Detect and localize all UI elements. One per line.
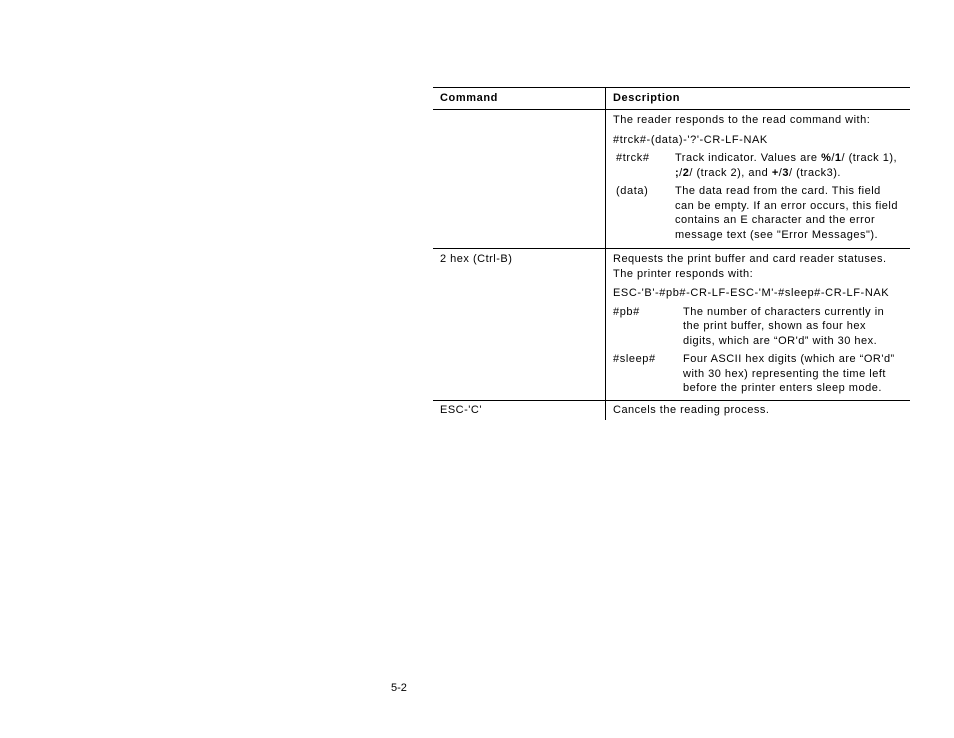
definition-term: #pb#	[613, 305, 640, 318]
description-cell: Cancels the reading process.	[613, 403, 770, 416]
definition-term: #sleep#	[613, 353, 656, 365]
description-cell	[606, 249, 910, 400]
description-intro: The reader responds to the read command with:	[613, 114, 871, 126]
command-cell: 2 hex (Ctrl-B)	[433, 249, 606, 400]
header-description: Description	[613, 92, 681, 104]
definition-item	[613, 151, 900, 180]
table-row	[433, 249, 910, 401]
header-command: Command	[433, 88, 606, 109]
page-number: 5-2	[391, 682, 407, 694]
definition-desc: Track indicator. Values are %/1/ (track 1), ;/2/ (track 2), and +/3/ (track3).	[675, 152, 898, 179]
response-format: #trck#-(data)-'?'-CR-LF-NAK	[613, 133, 768, 146]
definition-desc: The data read from the card. This field can be empty. If an error occurs, this field contains an E character and the error message text (see "Error Messages").	[675, 185, 898, 241]
description-cell	[606, 110, 910, 248]
command-cell: ESC-'C'	[433, 401, 606, 421]
definition-term: #trck#	[616, 152, 650, 164]
table-row	[433, 110, 910, 249]
command-table	[433, 87, 910, 420]
table-header-row	[433, 88, 910, 110]
response-format: ESC-'B'-#pb#-CR-LF-ESC-'M'-#sleep#-CR-LF-NAK	[613, 287, 890, 299]
description-intro: Requests the print buffer and card reader statuses. The printer responds with:	[613, 253, 887, 280]
table-row	[433, 401, 910, 421]
definition-item	[613, 184, 900, 242]
definition-list	[613, 305, 900, 400]
definition-desc: Four ASCII hex digits (which are “OR'd” with 30 hex) representing the time left before the printer enters sleep mode.	[683, 353, 895, 394]
definition-desc: The number of characters currently in the print buffer, shown as four hex digits, which are “OR'd” with 30 hex.	[683, 305, 885, 347]
definition-item	[613, 305, 900, 349]
definition-list	[613, 151, 900, 246]
command-cell	[433, 110, 606, 248]
definition-term: (data)	[616, 185, 649, 197]
definition-item	[613, 352, 900, 396]
